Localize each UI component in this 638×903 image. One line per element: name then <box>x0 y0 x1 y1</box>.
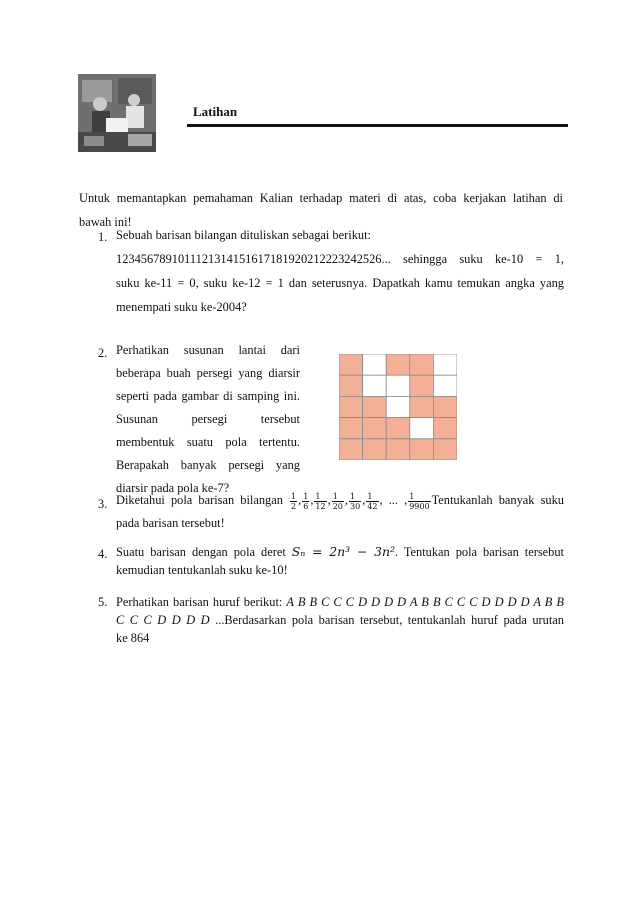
item-line: Perhatikan susunan lantai dari <box>116 343 300 357</box>
item-line-suffix: Tentukanlah banyak suku <box>431 493 564 507</box>
item-number: 3. <box>98 497 108 511</box>
shaded-tile <box>386 439 410 460</box>
fraction-denominator: 6 <box>303 501 309 511</box>
fraction-numerator: 1 <box>332 492 344 502</box>
item-line: ke 864 <box>116 631 150 645</box>
shaded-tile <box>386 354 410 375</box>
fraction-term <box>314 492 326 511</box>
exercise-item-2 <box>116 339 300 500</box>
shaded-tile <box>433 439 457 460</box>
item-number: 2. <box>98 346 108 360</box>
fraction-denominator: 30 <box>350 501 361 511</box>
fraction-numerator: 1 <box>349 492 361 502</box>
item-line <box>116 490 564 511</box>
shaded-tile <box>410 439 434 460</box>
shaded-tile <box>410 375 434 396</box>
item-line-prefix: Diketahui pola barisan bilangan <box>116 493 283 507</box>
shaded-tile <box>386 418 410 439</box>
ellipsis: ... <box>382 493 405 507</box>
fraction-denominator: 12 <box>315 501 326 511</box>
fraction-numerator: 1 <box>291 491 297 501</box>
item-number: 5. <box>98 595 108 609</box>
empty-tile <box>410 418 434 439</box>
item-line: beberapa buah persegi yang diarsir <box>116 366 300 380</box>
item-line-prefix: Perhatikan barisan huruf berikut: <box>116 595 283 609</box>
section-title: Latihan <box>193 104 238 119</box>
intro-line: Untuk memantapkan pemahaman Kalian terhadap materi di atas, coba kerjakan latihan di <box>79 191 563 205</box>
fraction-denominator: 9900 <box>409 501 430 511</box>
title-underline <box>187 124 568 127</box>
comma: , <box>379 493 383 507</box>
exercise-item-4 <box>116 542 564 580</box>
comma: , <box>404 493 408 507</box>
fraction-term <box>349 492 361 511</box>
shaded-tile <box>363 439 387 460</box>
fraction-denominator: 2 <box>291 501 297 511</box>
item-number: 1. <box>98 230 108 244</box>
item-line-suffix: . Tentukan pola barisan tersebut <box>394 545 564 559</box>
fraction-term <box>302 492 309 511</box>
fraction-numerator: 1 <box>366 492 378 502</box>
empty-tile <box>433 375 457 396</box>
fraction-numerator: 1 <box>314 492 326 502</box>
item-line-suffix: ...Berdasarkan pola barisan tersebut, tentukanlah huruf pada urutan <box>215 613 564 627</box>
comma: , <box>327 493 331 507</box>
fraction-term <box>332 492 344 511</box>
shaded-tile <box>363 396 387 417</box>
fraction-sequence <box>289 491 432 511</box>
item-number: 4. <box>98 547 108 561</box>
exercise-item-3 <box>116 490 564 533</box>
item-line-prefix: Suatu barisan dengan pola deret <box>116 545 286 559</box>
shaded-tile <box>410 354 434 375</box>
exercise-item-1 <box>116 223 564 319</box>
shaded-tile <box>339 375 363 396</box>
fraction-term <box>366 492 378 511</box>
item-line: kemudian tentukanlah suku ke-10! <box>116 563 288 577</box>
empty-tile <box>433 354 457 375</box>
shaded-tile <box>339 439 363 460</box>
exercise-item-5 <box>116 593 564 647</box>
series-formula: Sₙ = 2n³ − 3n² <box>291 544 395 559</box>
item-line: Sebuah barisan bilangan dituliskan sebagai berikut: <box>116 228 371 242</box>
letter-sequence: A B B C C C D D D D A B B C C C D D D D A B B <box>286 595 564 609</box>
shaded-tile <box>410 396 434 417</box>
empty-tile <box>386 396 410 417</box>
item-line <box>116 593 564 611</box>
shaded-tile <box>433 396 457 417</box>
fraction-numerator: 1 <box>408 492 430 502</box>
intro-line: bawah ini! <box>79 215 132 229</box>
header-illustration <box>78 74 156 152</box>
empty-tile <box>363 354 387 375</box>
empty-tile <box>386 375 410 396</box>
shaded-tile-pattern-figure <box>339 354 457 460</box>
fraction-denominator: 42 <box>367 501 378 511</box>
item-line: diarsir pada pola ke-7? <box>116 481 230 495</box>
comma: , <box>362 493 366 507</box>
item-line: suku ke-11 = 0, suku ke-12 = 1 dan seterusnya. Dapatkah kamu temukan angka yang <box>116 276 564 290</box>
item-line: menempati suku ke-2004? <box>116 300 247 314</box>
letter-sequence-continued: C C C D D D D <box>116 613 210 627</box>
shaded-tile <box>433 418 457 439</box>
item-line: membentuk suatu pola tertentu. <box>116 435 300 449</box>
empty-tile <box>363 375 387 396</box>
shaded-tile <box>339 396 363 417</box>
fraction-term <box>408 492 430 511</box>
fraction-term <box>290 492 297 511</box>
shaded-tile <box>363 418 387 439</box>
item-line: 1234567891011121314151617181920212223242526... sehingga suku ke-10 = 1, <box>116 252 564 266</box>
shaded-tile <box>339 418 363 439</box>
item-line <box>116 611 564 629</box>
fraction-denominator: 20 <box>332 501 343 511</box>
fraction-numerator: 1 <box>303 491 309 501</box>
comma: , <box>298 493 302 507</box>
shaded-tile <box>339 354 363 375</box>
item-line: pada barisan tersebut! <box>116 515 225 530</box>
comma: , <box>310 493 314 507</box>
comma: , <box>344 493 349 507</box>
item-line: Berapakah banyak persegi yang <box>116 458 300 472</box>
item-line: seperti pada gambar di samping ini. <box>116 389 300 403</box>
item-line: Susunan persegi tersebut <box>116 412 300 426</box>
item-line <box>116 542 564 562</box>
